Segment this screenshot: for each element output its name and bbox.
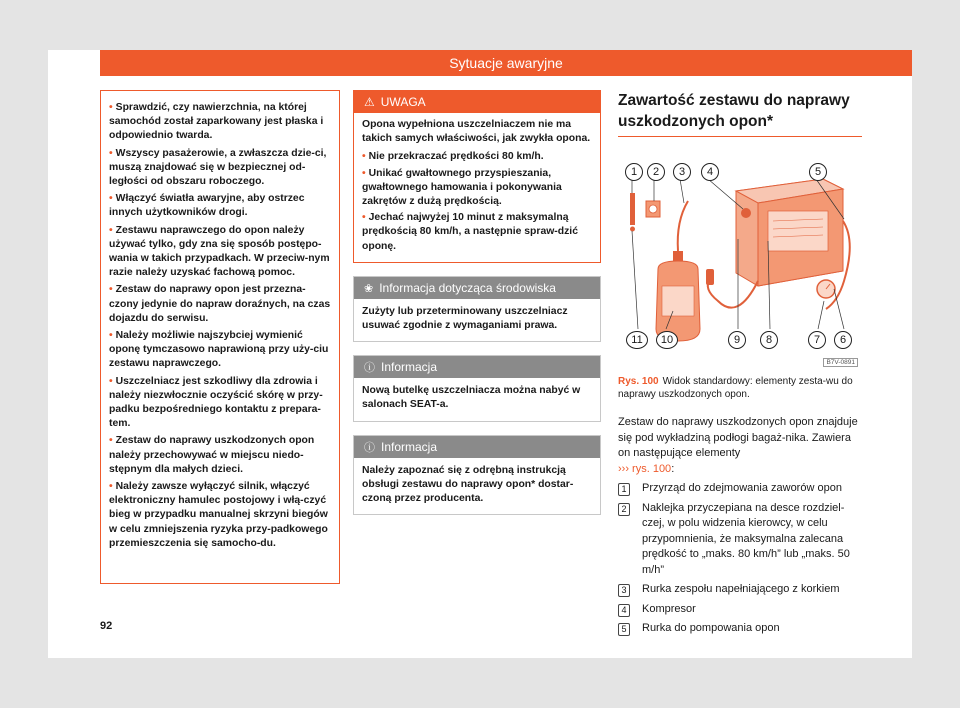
warning-box: [353, 90, 601, 263]
warning-header: [354, 91, 600, 113]
bullet-dot-icon: •: [109, 435, 113, 447]
environment-info-text: Zużyty lub przeterminowany uszczelniacz usuwać zgodnie z wymaganiami prawa.: [362, 305, 568, 332]
safety-bullet: [109, 283, 331, 326]
warning-bullet: [362, 167, 592, 210]
callout-number: 11: [626, 331, 648, 349]
kit-item-number: 5: [618, 623, 630, 636]
bullet-dot-icon: •: [109, 481, 113, 493]
bullet-dot-icon: •: [362, 167, 366, 179]
safety-bullet: [109, 480, 331, 551]
figure-caption: [618, 375, 862, 401]
info-title-2: Informacja: [381, 439, 438, 454]
warning-bullet-text: Jechać najwyżej 10 minut z maksymalną prędkością 80 km/h, a następnie spraw-dzić oponę.: [362, 212, 578, 252]
safety-bullet-text: Zestaw do naprawy uszkodzonych opon należy przechowywać w miejscu niedo-stępnym dla małych dzieci.: [109, 435, 315, 475]
info-box-2: [353, 435, 601, 516]
safety-bullet: [109, 329, 331, 372]
info-box-1: [353, 355, 601, 421]
safety-bullet-text: Należy zawsze wyłączyć silnik, włączyć elektroniczny hamulec postojowy i włą-czyć bieg w przypadku manualnej skrzyni biegów w celu zmniejszenia ryzyka przy-padkowego przemieszczenia się samocho-du.: [109, 481, 328, 549]
bullet-dot-icon: •: [109, 330, 113, 342]
kit-item-number: 1: [618, 483, 630, 496]
leaf-icon: ❀: [364, 282, 374, 295]
warning-title: UWAGA: [380, 95, 426, 109]
info-title-1: Informacja: [381, 360, 438, 375]
warning-intro: Opona wypełniona uszczelniaczem nie ma takich samych właściwości, jak zwykła opona.: [362, 119, 591, 145]
info-icon: ⓘ: [364, 362, 375, 375]
info-header-2: [354, 436, 600, 458]
section-body: [618, 415, 862, 477]
info-header-1: [354, 356, 600, 378]
environment-info-title: Informacja dotycząca środowiska: [379, 280, 556, 295]
callout-number: 2: [647, 163, 665, 181]
warning-bullet: [362, 211, 592, 254]
safety-bullet: [109, 101, 331, 144]
safety-bullet: [109, 224, 331, 281]
kit-item-text: Rurka zespołu napełniającego z korkiem: [642, 583, 840, 595]
chapter-header: Sytuacje awaryjne: [100, 50, 912, 76]
warning-body: [354, 113, 600, 262]
warning-bullet-list: [362, 150, 592, 253]
safety-bullet: [109, 375, 331, 432]
page-number: 92: [100, 620, 113, 632]
callout-number: 3: [673, 163, 691, 181]
safety-bullet-text: Zestaw do naprawy opon jest przezna-czony jedynie do napraw doraźnych, na czas dojazdu do serwisu.: [109, 284, 331, 324]
figure-caption-text: Widok standardowy: elementy zesta-wu do naprawy uszkodzonych opon.: [618, 376, 853, 400]
bullet-dot-icon: •: [109, 224, 113, 236]
right-column: [618, 90, 862, 641]
section-body-text: Zestaw do naprawy uszkodzonych opon znajduje się pod wykładziną podłogi bagaż-nika. Zawiera on następujące elementy: [618, 416, 858, 459]
kit-item-text: Naklejka przyczepiana na desce rozdziel-czej, w polu widzenia kierowcy, w celu przypomnienia, że maksymalna zalecana prędkość to „maks. 80 km/h” lub „maks. 50 m/h”: [642, 501, 850, 576]
repair-kit-figure: [618, 151, 862, 371]
warning-bullet-text: Unikać gwałtownego przyspieszania, gwałtownego hamowania i pokonywania zakrętów z dużą prędkością.: [362, 167, 562, 208]
warning-bullet-text: Nie przekraczać prędkości 80 km/h.: [368, 151, 544, 163]
kit-item: [618, 602, 862, 618]
kit-item-text: Rurka do pompowania opon: [642, 622, 780, 634]
bullet-dot-icon: •: [109, 147, 113, 159]
safety-bullet-text: Włączyć światła awaryjne, aby ostrzec innych użytkowników drogi.: [109, 193, 305, 219]
callout-number: 6: [834, 331, 852, 349]
callout-number: 9: [728, 331, 746, 349]
kit-item: [618, 501, 862, 579]
kit-item-number: 3: [618, 584, 630, 597]
callout-number: 5: [809, 163, 827, 181]
figure-link[interactable]: ››› rys. 100: [618, 462, 672, 475]
callout-number: 1: [625, 163, 643, 181]
environment-info-box: [353, 276, 601, 342]
safety-bullet-list: [109, 101, 331, 551]
safety-bullet-text: Sprawdzić, czy nawierzchnia, na której samochód został zaparkowany jest płaska i odpowiednio twarda.: [109, 102, 324, 142]
callout-number: 10: [656, 331, 678, 349]
kit-item-number: 2: [618, 503, 630, 516]
safety-bullet-text: Wszyscy pasażerowie, a zwłaszcza dzie-ci, muszą znajdować się w bezpiecznej od-ległości od obszaru roboczego.: [109, 147, 327, 188]
kit-item: [618, 481, 862, 497]
bullet-dot-icon: •: [109, 375, 113, 387]
safety-bullet-text: Uszczelniacz jest szkodliwy dla zdrowia i należy niezwłocznie oczyścić skórę w przy-padku bezpośredniego kontaktu z prepara-tem.: [109, 375, 323, 430]
section-title: Zawartość zestawu do naprawy uszkodzonych opon*: [618, 90, 862, 137]
figure-code: B7V-0891: [823, 358, 858, 367]
bullet-dot-icon: •: [109, 284, 113, 296]
callout-number: 4: [701, 163, 719, 181]
environment-info-header: [354, 277, 600, 299]
manual-page: [48, 50, 912, 658]
warning-triangle-icon: ⚠: [364, 95, 375, 109]
section-body-tail: :: [671, 462, 675, 475]
safety-bullet-text: Zestawu naprawczego do opon należy używać tylko, gdy zna się sposób postępo-wania w takich przypadkach. W przeciw-nym razie należy uzyskać fachową pomoc.: [109, 224, 330, 279]
safety-bullet-text: Należy możliwie najszybciej wymienić oponę tymczasowo naprawioną przy uży-ciu zestawu naprawczego.: [109, 330, 329, 370]
info-text-2: Należy zapoznać się z odrębną instrukcją obsługi zestawu do naprawy opon* dostar-czoną przez producenta.: [362, 464, 574, 505]
kit-item-number: 4: [618, 604, 630, 617]
bullet-dot-icon: •: [109, 102, 113, 113]
safety-bullet: [109, 434, 331, 477]
callout-number: 8: [760, 331, 778, 349]
kit-item: [618, 582, 862, 598]
safety-bullet: [109, 147, 331, 190]
kit-items-list: [618, 481, 862, 637]
figure-ref: Rys. 100: [618, 376, 659, 387]
info-icon: ⓘ: [364, 441, 375, 454]
bullet-dot-icon: •: [109, 193, 113, 205]
bullet-dot-icon: •: [362, 151, 366, 163]
bullet-dot-icon: •: [362, 212, 366, 224]
warning-continuation-box: [100, 90, 340, 584]
kit-item-text: Kompresor: [642, 602, 696, 615]
callout-number: 7: [808, 331, 826, 349]
kit-item-text: Przyrząd do zdejmowania zaworów opon: [642, 482, 842, 494]
info-text-1: Nową butelkę uszczelniacza można nabyć w salonach SEAT-a.: [362, 385, 581, 411]
kit-item: [618, 621, 862, 637]
safety-bullet: [109, 192, 331, 220]
middle-column: [353, 90, 601, 515]
warning-bullet: [362, 150, 592, 164]
